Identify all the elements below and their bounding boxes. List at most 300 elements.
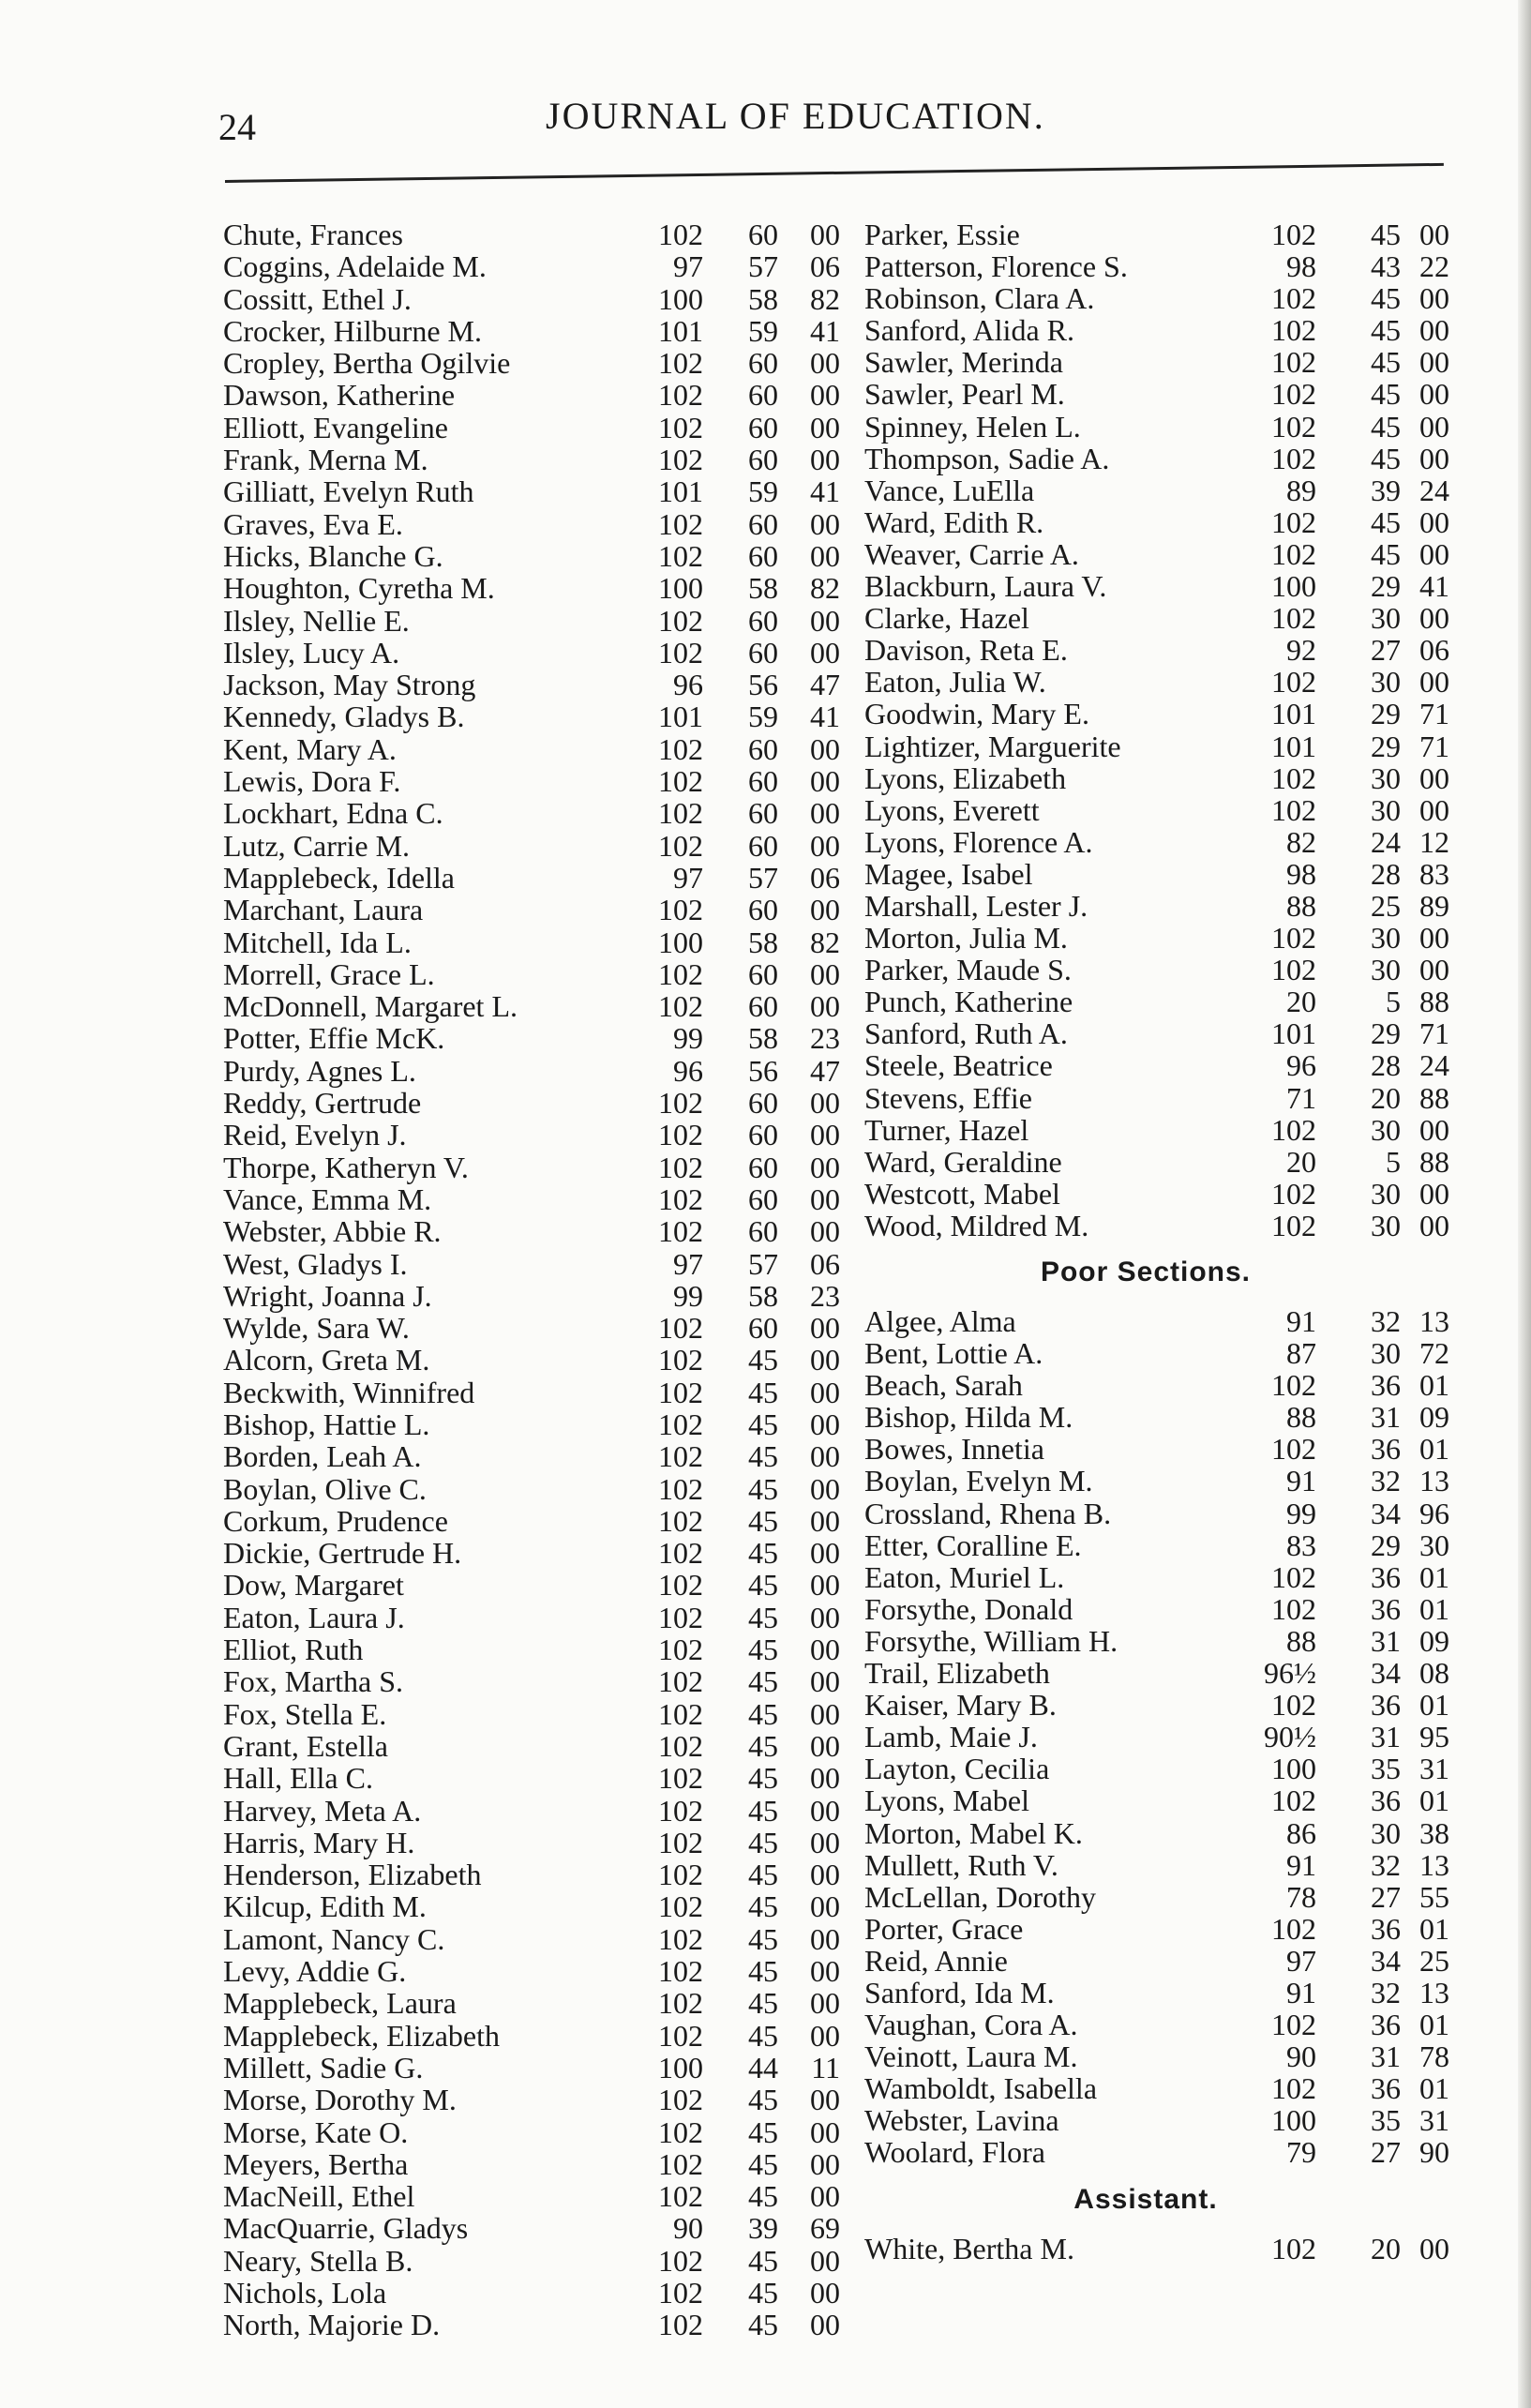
- person-name: Woolard, Flora: [864, 2135, 1045, 2170]
- list-item: [223, 443, 842, 477]
- person-name: Dow, Margaret: [223, 1568, 404, 1603]
- amount-cents: 41: [810, 313, 840, 348]
- score-value: 102: [658, 410, 703, 444]
- amount-dollars: 30: [1371, 1112, 1401, 1147]
- amount-dollars: 60: [748, 1086, 778, 1121]
- list-item: [864, 1113, 1502, 1145]
- amount-cents: 00: [1419, 313, 1449, 348]
- amount-dollars: 45: [1371, 345, 1401, 380]
- list-item: [223, 218, 842, 249]
- amount-dollars: 60: [748, 1150, 778, 1184]
- score-value: 102: [1271, 1911, 1316, 1946]
- person-name: Sawler, Pearl M.: [864, 377, 1065, 412]
- score-value: 102: [1271, 1432, 1316, 1467]
- amount-cents: 41: [810, 474, 840, 509]
- list-item: [864, 889, 1502, 921]
- poor-sections-heading: Poor Sections.: [1040, 1257, 1252, 1287]
- score-value: 96: [673, 1053, 703, 1088]
- score-value: 102: [658, 635, 703, 670]
- list-item: [864, 1688, 1502, 1723]
- score-value: 92: [1286, 633, 1316, 668]
- person-name: Sanford, Alida R.: [864, 313, 1074, 348]
- score-value: 96: [1286, 1048, 1316, 1083]
- person-name: Magee, Isabel: [864, 856, 1033, 891]
- amount-cents: 23: [810, 1021, 840, 1056]
- amount-cents: 78: [1419, 2039, 1449, 2074]
- amount-dollars: 29: [1371, 697, 1401, 731]
- score-value: 102: [658, 2308, 703, 2342]
- person-name: Corkum, Prudence: [223, 1503, 448, 1538]
- list-item: [223, 1279, 842, 1311]
- score-value: 102: [658, 1311, 703, 1346]
- score-value: 102: [658, 1761, 703, 1796]
- list-item: [864, 1177, 1502, 1209]
- amount-cents: 00: [810, 1343, 840, 1377]
- amount-dollars: 34: [1371, 1943, 1401, 1978]
- amount-dollars: 31: [1371, 1400, 1401, 1435]
- list-item: [864, 537, 1502, 569]
- list-item: [223, 989, 842, 1024]
- amount-dollars: 45: [748, 2083, 778, 2117]
- page-edge-shadow: [1518, 0, 1531, 2408]
- person-name: Kilcup, Edith M.: [223, 1889, 427, 1924]
- score-value: 88: [1286, 1400, 1316, 1435]
- amount-cents: 00: [810, 731, 840, 766]
- person-name: Mapplebeck, Laura: [223, 1986, 457, 2021]
- list-item: [223, 829, 842, 861]
- person-name: Houghton, Cyretha M.: [223, 571, 495, 606]
- amount-dollars: 45: [748, 2179, 778, 2214]
- amount-dollars: 57: [748, 860, 778, 895]
- assistant-heading: Assistant.: [1073, 2183, 1218, 2215]
- score-value: 102: [1271, 1112, 1316, 1147]
- amount-cents: 95: [1419, 1720, 1449, 1754]
- list-item: [864, 633, 1502, 668]
- score-value: 78: [1286, 1879, 1316, 1914]
- amount-dollars: 60: [748, 828, 778, 863]
- person-name: MacQuarrie, Gladys: [223, 2211, 469, 2246]
- amount-dollars: 60: [748, 893, 778, 927]
- amount-cents: 22: [1419, 249, 1449, 284]
- list-item: [864, 697, 1502, 729]
- amount-cents: 00: [810, 989, 840, 1024]
- score-value: 101: [658, 474, 703, 509]
- amount-cents: 71: [1419, 729, 1449, 763]
- amount-cents: 00: [810, 2146, 840, 2181]
- amount-dollars: 29: [1371, 569, 1401, 604]
- person-name: Sanford, Ida M.: [864, 1975, 1055, 2009]
- amount-dollars: 45: [1371, 281, 1401, 316]
- amount-cents: 00: [1419, 760, 1449, 795]
- score-value: 91: [1286, 1847, 1316, 1882]
- person-name: Borden, Leah A.: [223, 1439, 422, 1474]
- list-item: [864, 474, 1502, 505]
- amount-cents: 55: [1419, 1879, 1449, 1914]
- score-value: 102: [658, 1471, 703, 1506]
- person-name: Goodwin, Mary E.: [864, 697, 1089, 731]
- amount-cents: 30: [1419, 1528, 1449, 1562]
- amount-dollars: 56: [748, 1053, 778, 1088]
- list-item: [223, 249, 842, 284]
- amount-cents: 00: [810, 1921, 840, 1956]
- list-item: [223, 411, 842, 443]
- list-item: [223, 1376, 842, 1407]
- amount-dollars: 45: [1371, 441, 1401, 475]
- amount-dollars: 30: [1371, 792, 1401, 827]
- person-name: Mapplebeck, Elizabeth: [223, 2018, 500, 2053]
- amount-dollars: 60: [748, 218, 778, 251]
- person-name: Boylan, Evelyn M.: [864, 1464, 1093, 1498]
- list-item: [223, 1054, 842, 1086]
- person-name: Kent, Mary A.: [223, 731, 397, 766]
- score-value: 97: [673, 860, 703, 895]
- poor-sections-list: [864, 1304, 1502, 2168]
- amount-cents: 00: [810, 2243, 840, 2278]
- person-name: Grant, Estella: [223, 1728, 388, 1763]
- score-value: 102: [658, 1536, 703, 1571]
- amount-cents: 82: [810, 281, 840, 316]
- score-value: 99: [1286, 1496, 1316, 1530]
- amount-cents: 00: [810, 443, 840, 477]
- amount-cents: 00: [810, 1728, 840, 1763]
- amount-cents: 00: [810, 796, 840, 831]
- list-item: [223, 378, 842, 413]
- amount-dollars: 45: [748, 2308, 778, 2342]
- score-value: 102: [658, 2243, 703, 2278]
- amount-dollars: 60: [748, 410, 778, 444]
- amount-cents: 96: [1419, 1496, 1449, 1530]
- score-value: 102: [658, 1118, 703, 1152]
- amount-dollars: 60: [748, 731, 778, 766]
- amount-dollars: 30: [1371, 1208, 1401, 1242]
- amount-dollars: 36: [1371, 1688, 1401, 1723]
- person-name: Robinson, Clara A.: [864, 281, 1095, 316]
- amount-cents: 00: [810, 2308, 840, 2342]
- amount-dollars: 32: [1371, 1975, 1401, 2009]
- list-item: [223, 1151, 842, 1182]
- person-name: MacNeill, Ethel: [223, 2179, 415, 2214]
- person-name: Etter, Coralline E.: [864, 1528, 1082, 1562]
- list-item: [223, 1504, 842, 1536]
- score-value: 102: [1271, 601, 1316, 636]
- person-name: Clarke, Hazel: [864, 601, 1029, 636]
- person-name: Alcorn, Greta M.: [223, 1343, 430, 1377]
- person-name: Sanford, Ruth A.: [864, 1016, 1068, 1051]
- person-name: Thorpe, Katheryn V.: [223, 1150, 469, 1184]
- person-name: Parker, Maude S.: [864, 953, 1072, 987]
- amount-dollars: 60: [748, 538, 778, 573]
- amount-dollars: 28: [1371, 856, 1401, 891]
- amount-cents: 06: [810, 1246, 840, 1281]
- score-value: 87: [1286, 1336, 1316, 1371]
- list-item: [223, 1889, 842, 1924]
- list-item: [223, 2179, 842, 2214]
- person-name: Layton, Cecilia: [864, 1752, 1050, 1786]
- list-item: [223, 1664, 842, 1699]
- list-item: [223, 893, 842, 925]
- amount-dollars: 31: [1371, 1720, 1401, 1754]
- score-value: 83: [1286, 1528, 1316, 1562]
- amount-dollars: 60: [748, 506, 778, 541]
- list-item: [223, 1086, 842, 1121]
- list-item: [864, 1016, 1502, 1051]
- person-name: Kennedy, Gladys B.: [223, 700, 465, 734]
- person-name: West, Gladys I.: [223, 1246, 408, 1281]
- list-item: [223, 1986, 842, 2021]
- amount-cents: 09: [1419, 1623, 1449, 1658]
- score-value: 102: [658, 1825, 703, 1859]
- score-value: 79: [1286, 2135, 1316, 2170]
- amount-dollars: 36: [1371, 1368, 1401, 1403]
- amount-cents: 00: [810, 1858, 840, 1892]
- amount-cents: 00: [810, 1503, 840, 1538]
- score-value: 102: [1271, 377, 1316, 412]
- list-item: [864, 1368, 1502, 1403]
- list-item: [223, 1182, 842, 1214]
- amount-dollars: 60: [748, 1311, 778, 1346]
- list-item: [223, 2019, 842, 2051]
- list-item: [223, 2051, 842, 2083]
- amount-dollars: 45: [1371, 504, 1401, 539]
- person-name: Marshall, Lester J.: [864, 888, 1088, 923]
- amount-cents: 00: [810, 1150, 840, 1184]
- person-name: Morton, Mabel K.: [864, 1815, 1083, 1850]
- score-value: 102: [1271, 504, 1316, 539]
- score-value: 97: [673, 249, 703, 284]
- amount-dollars: 30: [1371, 601, 1401, 636]
- amount-dollars: 57: [748, 249, 778, 284]
- person-name: Wylde, Sara W.: [223, 1311, 410, 1346]
- amount-dollars: 27: [1371, 633, 1401, 668]
- list-item: [864, 345, 1502, 380]
- amount-cents: 00: [810, 1407, 840, 1441]
- list-item: [223, 1633, 842, 1667]
- score-value: 102: [658, 1858, 703, 1892]
- list-item: [223, 1858, 842, 1892]
- person-name: Ward, Edith R.: [864, 504, 1044, 539]
- person-name: Elliot, Ruth: [223, 1633, 364, 1667]
- list-item: [223, 2244, 842, 2276]
- person-name: Lutz, Carrie M.: [223, 828, 411, 863]
- amount-dollars: 45: [748, 1439, 778, 1474]
- person-name: Frank, Merna M.: [223, 443, 428, 477]
- person-name: Lyons, Mabel: [864, 1783, 1029, 1818]
- amount-cents: 00: [1419, 218, 1449, 251]
- amount-dollars: 36: [1371, 1432, 1401, 1467]
- amount-cents: 00: [810, 506, 840, 541]
- score-value: 102: [1271, 536, 1316, 571]
- list-item: [864, 1720, 1502, 1752]
- list-item: [223, 861, 842, 893]
- list-item: [223, 700, 842, 734]
- list-item: [864, 2008, 1502, 2042]
- person-name: Ilsley, Nellie E.: [223, 603, 410, 638]
- person-name: Marchant, Laura: [223, 893, 424, 927]
- amount-cents: 00: [1419, 441, 1449, 475]
- person-name: Neary, Stella B.: [223, 2243, 413, 2278]
- list-item: [864, 1816, 1502, 1848]
- person-name: Bowes, Innetia: [864, 1432, 1044, 1467]
- amount-cents: 00: [810, 1633, 840, 1667]
- person-name: Mitchell, Ida L.: [223, 925, 412, 959]
- amount-cents: 00: [810, 1311, 840, 1346]
- amount-dollars: 45: [748, 1954, 778, 1989]
- person-name: Sawler, Merinda: [864, 345, 1063, 380]
- amount-cents: 00: [810, 1568, 840, 1603]
- score-value: 102: [1271, 441, 1316, 475]
- person-name: Harvey, Meta A.: [223, 1793, 422, 1828]
- assistant-list: [864, 2232, 1502, 2264]
- person-name: Lyons, Elizabeth: [864, 760, 1067, 795]
- list-item: [223, 1697, 842, 1729]
- amount-cents: 06: [810, 860, 840, 895]
- score-value: 102: [1271, 1368, 1316, 1403]
- amount-dollars: 29: [1371, 1528, 1401, 1562]
- score-value: 102: [1271, 1176, 1316, 1211]
- amount-dollars: 28: [1371, 1048, 1401, 1083]
- list-item: [864, 1560, 1502, 1592]
- score-value: 101: [658, 313, 703, 348]
- person-name: Morton, Julia M.: [864, 921, 1068, 956]
- amount-cents: 38: [1419, 1815, 1449, 1850]
- list-item: [223, 539, 842, 571]
- list-item: [223, 1536, 842, 1571]
- amount-dollars: 45: [1371, 377, 1401, 412]
- person-name: Hall, Ella C.: [223, 1761, 373, 1796]
- person-name: Wright, Joanna J.: [223, 1278, 432, 1313]
- amount-dollars: 30: [1371, 1176, 1401, 1211]
- score-value: 102: [1271, 792, 1316, 827]
- person-name: Lewis, Dora F.: [223, 764, 401, 799]
- amount-dollars: 45: [748, 2146, 778, 2181]
- score-value: 102: [1271, 409, 1316, 444]
- list-item: [223, 1021, 842, 1056]
- amount-dollars: 36: [1371, 1783, 1401, 1818]
- amount-cents: 13: [1419, 1847, 1449, 1882]
- person-name: Chute, Frances: [223, 218, 403, 251]
- list-item: [223, 1568, 842, 1603]
- amount-cents: 00: [1419, 1112, 1449, 1147]
- list-item: [864, 1912, 1502, 1944]
- score-value: 102: [658, 1600, 703, 1634]
- amount-cents: 00: [810, 378, 840, 413]
- amount-dollars: 36: [1371, 2071, 1401, 2106]
- amount-cents: 08: [1419, 1656, 1449, 1691]
- list-item: [223, 926, 842, 957]
- amount-cents: 13: [1419, 1975, 1449, 2009]
- person-name: Fox, Stella E.: [223, 1696, 387, 1731]
- person-name: Jackson, May Strong: [223, 668, 476, 702]
- person-name: Steele, Beatrice: [864, 1048, 1053, 1083]
- person-name: Harris, Mary H.: [223, 1825, 415, 1859]
- score-value: 102: [658, 2115, 703, 2149]
- person-name: Dickie, Gertrude H.: [223, 1536, 462, 1571]
- person-name: Morrell, Grace L.: [223, 956, 435, 991]
- list-item: [864, 1944, 1502, 1976]
- list-item: [864, 2232, 1502, 2264]
- list-item: [864, 761, 1502, 793]
- amount-dollars: 35: [1371, 1752, 1401, 1786]
- list-item: [864, 1624, 1502, 1656]
- score-value: 100: [1271, 2103, 1316, 2138]
- list-item: [864, 665, 1502, 700]
- amount-cents: 01: [1419, 1368, 1449, 1403]
- list-item: [223, 314, 842, 346]
- amount-cents: 00: [1419, 504, 1449, 539]
- list-item: [223, 796, 842, 831]
- person-name: Stevens, Effie: [864, 1080, 1032, 1115]
- amount-dollars: 45: [1371, 536, 1401, 571]
- amount-cents: 01: [1419, 2008, 1449, 2042]
- amount-dollars: 25: [1371, 888, 1401, 923]
- list-item: [864, 2103, 1502, 2138]
- person-name: McLellan, Dorothy: [864, 1879, 1097, 1914]
- amount-dollars: 56: [748, 668, 778, 702]
- amount-dollars: 60: [748, 1214, 778, 1249]
- score-value: 102: [1271, 953, 1316, 987]
- amount-cents: 31: [1419, 2103, 1449, 2138]
- amount-cents: 00: [1419, 2231, 1449, 2265]
- list-item: [864, 442, 1502, 474]
- score-value: 102: [658, 1696, 703, 1731]
- amount-dollars: 60: [748, 1118, 778, 1152]
- score-value: 102: [658, 218, 703, 251]
- list-item: [864, 1880, 1502, 1912]
- amount-cents: 01: [1419, 1783, 1449, 1818]
- amount-dollars: 45: [748, 1793, 778, 1828]
- list-item: [223, 507, 842, 539]
- score-value: 102: [658, 538, 703, 573]
- amount-cents: 00: [810, 2179, 840, 2214]
- person-name: McDonnell, Margaret L.: [223, 989, 518, 1024]
- amount-cents: 00: [810, 2276, 840, 2310]
- list-item: [223, 282, 842, 314]
- score-value: 102: [1271, 218, 1316, 251]
- amount-cents: 00: [810, 1375, 840, 1409]
- person-name: White, Bertha M.: [864, 2231, 1074, 2265]
- score-value: 90: [1286, 2039, 1316, 2074]
- amount-dollars: 30: [1371, 760, 1401, 795]
- list-item: [223, 1922, 842, 1954]
- amount-dollars: 60: [748, 635, 778, 670]
- amount-cents: 01: [1419, 1591, 1449, 1626]
- amount-cents: 01: [1419, 1688, 1449, 1723]
- amount-dollars: 32: [1371, 1847, 1401, 1882]
- amount-cents: 00: [1419, 1176, 1449, 1211]
- score-value: 102: [658, 603, 703, 638]
- amount-cents: 89: [1419, 888, 1449, 923]
- amount-dollars: 45: [748, 2018, 778, 2053]
- person-name: Ilsley, Lucy A.: [223, 635, 400, 670]
- person-name: Vaughan, Cora A.: [864, 2008, 1078, 2042]
- amount-cents: 00: [1419, 345, 1449, 380]
- amount-dollars: 58: [748, 1021, 778, 1056]
- list-item: [864, 505, 1502, 537]
- score-value: 89: [1286, 473, 1316, 507]
- person-name: Millett, Sadie G.: [223, 2050, 424, 2084]
- amount-dollars: 35: [1371, 2103, 1401, 2138]
- score-value: 102: [1271, 1591, 1316, 1626]
- amount-cents: 41: [810, 700, 840, 734]
- amount-dollars: 36: [1371, 1591, 1401, 1626]
- score-value: 100: [658, 925, 703, 959]
- right-column: [864, 218, 1502, 2264]
- amount-cents: 00: [810, 1825, 840, 1859]
- score-value: 102: [658, 893, 703, 927]
- list-item: [864, 1528, 1502, 1560]
- list-item: [864, 1081, 1502, 1113]
- score-value: 102: [1271, 2231, 1316, 2265]
